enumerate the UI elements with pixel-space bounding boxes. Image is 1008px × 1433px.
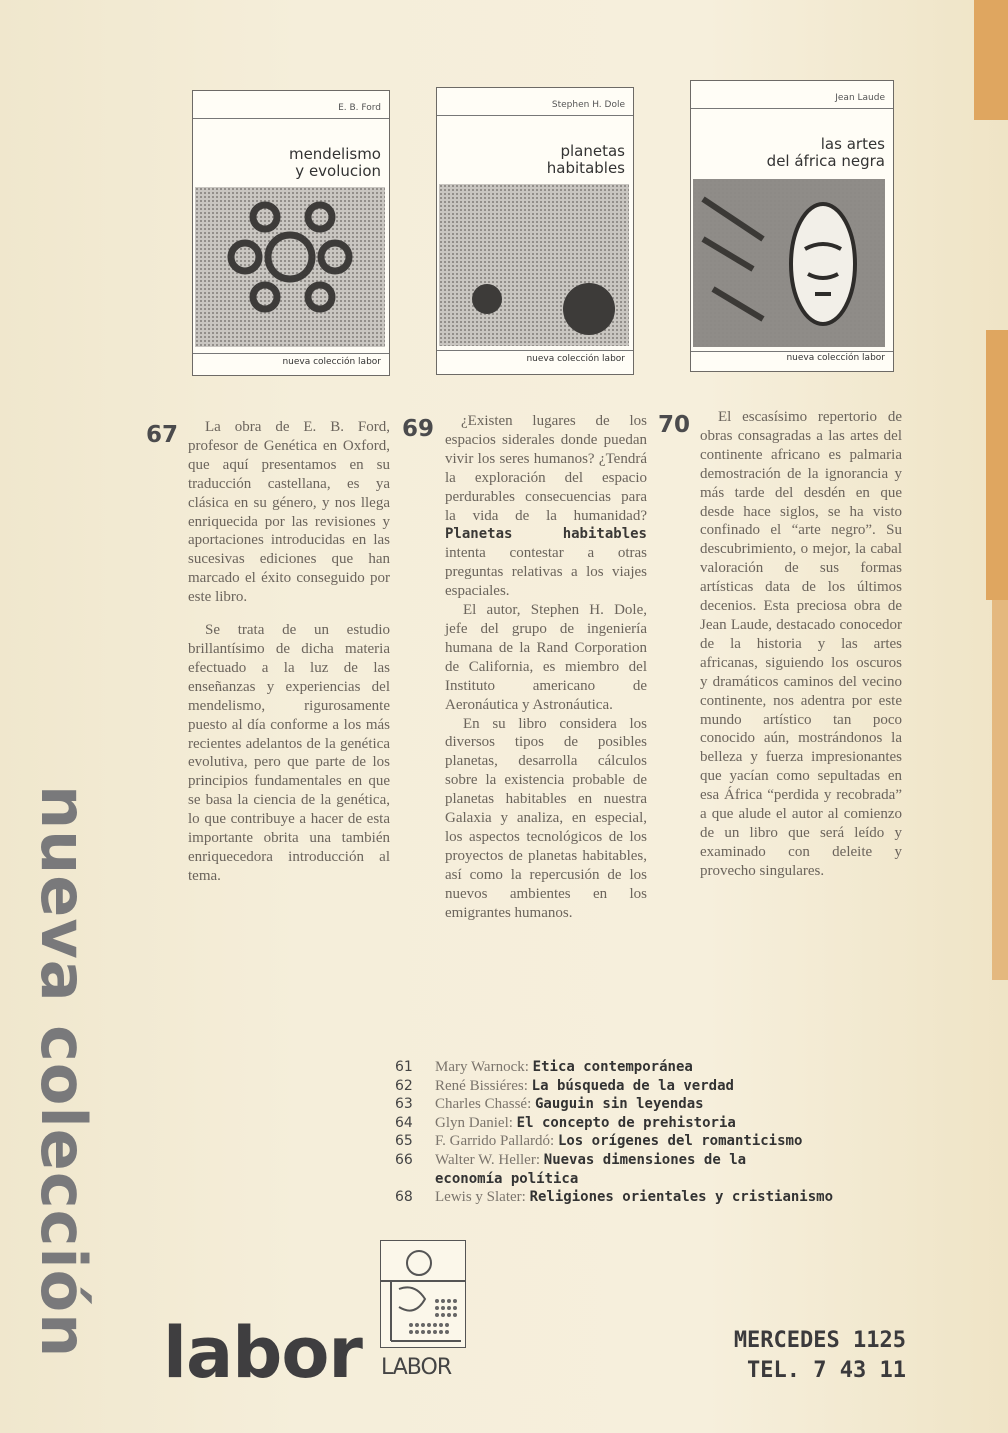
entry-number-67: 67 (146, 422, 179, 448)
list-item: 62 René Bissiéres: La búsqueda de la verdad (395, 1077, 734, 1094)
labor-logo-icon (380, 1240, 466, 1348)
address-phone: TEL. 7 43 11 (747, 1358, 906, 1383)
address-street: MERCEDES 1125 (733, 1328, 906, 1353)
list-item: economía política (435, 1170, 579, 1187)
address-block (720, 1326, 906, 1386)
cover-collection: nueva colección labor (786, 353, 885, 363)
cover-collection: nueva colección labor (526, 354, 625, 364)
cover-title: mendelismo y evolucion (288, 145, 381, 180)
entry-paragraph: La obra de E. B. Ford, profesor de Genética en Oxford, que aquí presentamos en su traducción castellana, es ya clásica en su género, y nos llega enriquecida por las revisiones y aportaciones introducidas en las sucesivas ediciones que han marcado el éxito conseguido por este libro. (188, 419, 390, 606)
cover-planetas (436, 87, 634, 375)
entry-69-text (445, 412, 647, 922)
cover-illustration (693, 179, 885, 347)
list-item: 66 Walter W. Heller: Nuevas dimensiones de la (395, 1151, 747, 1168)
entry-paragraph: El autor, Stephen H. Dole, jefe del grupo de ingeniería humana de la Rand Corporation de California, es miembro del Instituto americano de Aeronáutica y Astronáutica. (445, 602, 647, 713)
brand-wordmark: labor (163, 1312, 362, 1394)
cover-illustration (195, 187, 385, 347)
entry-67-text (188, 418, 390, 886)
entry-paragraph: El escasísimo repertorio de obras consagradas a las artes del continente africano es palmaria demostración de la ignorancia y más tarde del desdén en que desde hace siglos, se ha visto confinado el “arte negro”. Su descubrimiento, o mejor, la cabal valoración de sus formas artísticas data de los últimos decenios. Esta preciosa obra de Jean Laude, destacado conocedor de la historia y las artes africanas, siguiendo los oscuros y dramáticos caminos del vecino continente, nos adentra por este mundo artístico tan poco conocido aún, mostrándonos la belleza y fuerza impresionantes que yacían como sepultadas en esa África “perdida y recobrada” a que alude el autor al comienzo de un libro que será leído y examinado con deleite y provecho singulares. (700, 409, 902, 879)
list-item: 65 F. Garrido Pallardó: Los orígenes del romanticismo (395, 1133, 803, 1150)
torn-edge (966, 0, 1008, 1433)
side-title: nueva colección (27, 785, 100, 1359)
cover-collection: nueva colección labor (282, 357, 381, 367)
list-item: 68 Lewis y Slater: Religiones orientales y cristianismo (395, 1189, 834, 1206)
list-item: 64 Glyn Daniel: El concepto de prehistoria (395, 1114, 736, 1131)
list-item: 63 Charles Chassé: Gauguin sin leyendas (395, 1096, 704, 1113)
entry-number-69: 69 (402, 416, 435, 442)
entry-paragraph: ¿Existen lugares de los espacios siderales donde puedan vivir los seres humanos? ¿Tendrá la exploración del espacio perdurables consecuencias para la vida de la humanidad? Planetas habitables intenta contestar a otras preguntas relativas a los viajes espaciales. (445, 413, 647, 600)
cover-artes (690, 80, 894, 372)
logo-caption: LABOR (381, 1355, 452, 1380)
entry-paragraph: En su libro considera los diversos tipos de posibles planetas, desarrolla cálculos sobre la existencia probable de planetas habitables en nuestra Galaxia y analiza, en especial, los aspectos tecnológicos de los proyectos de planetas habitables, así como la repercusión de los nuevos ambientes en los emigrantes humanos. (445, 715, 647, 921)
entry-number-70: 70 (658, 412, 691, 438)
entry-70-text (700, 408, 902, 881)
cover-title: las artes del áfrica negra (766, 135, 885, 170)
cover-author: Stephen H. Dole (551, 100, 625, 110)
cover-mendelismo (192, 90, 390, 376)
cover-illustration (439, 184, 629, 346)
cover-author: Jean Laude (835, 93, 885, 103)
cover-author: E. B. Ford (338, 103, 381, 113)
entry-paragraph: Se trata de un estudio brillantísimo de dicha materia efectuado a la luz de las enseñanzas y experiencias del mendelismo, rigurosamente puesto al día conforme a los más recientes adelantos de la genética evolutiva, pero que parte de los principios fundamentales en que se basa la ciencia de la genética, lo que contribuye a hacer de esta importante obrita una también enriquecedora introducción al tema. (188, 622, 390, 884)
book-list (395, 1058, 875, 1207)
cover-title: planetas habitables (546, 142, 625, 177)
list-item: 61 Mary Warnock: Etica contemporánea (395, 1059, 693, 1075)
